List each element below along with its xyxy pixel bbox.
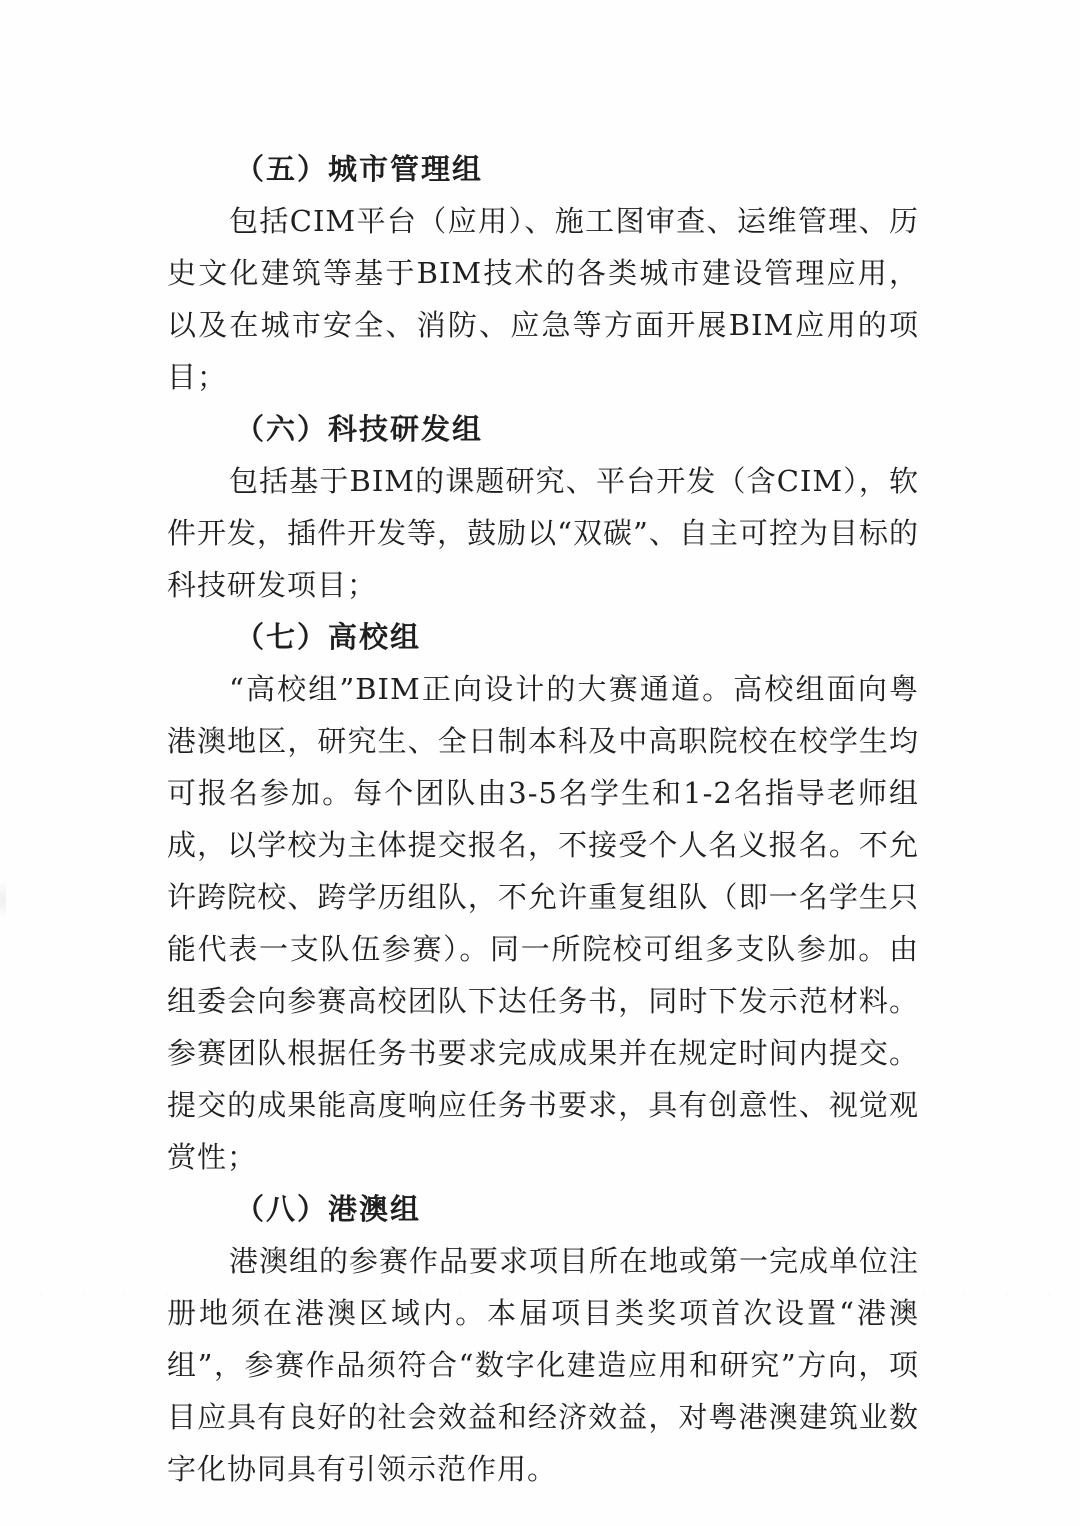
section-heading-hk-macao: （八）港澳组: [235, 1192, 422, 1226]
section-paragraph-hk-macao: 港澳组的参赛作品要求项目所在地或第一完成单位注册地须在港澳区域内。本届项目类奖项首次设置“港澳组”，参赛作品须符合“数字化建造应用和研究”方向，项目应具有良好的社会效益和经济效益，对粤港澳建筑业数字化协同具有引领示范作用。: [167, 1244, 920, 1486]
section-paragraph-tech-rd: 包括基于BIM的课题研究、平台开发（含CIM），软件开发，插件开发等，鼓励以“双碳”、自主可控为目标的科技研发项目；: [167, 464, 919, 602]
section-paragraph-university: “高校组”BIM正向设计的大赛通道。高校组面向粤港澳地区，研究生、全日制本科及中高职院校在校学生均可报名参加。每个团队由3-5名学生和1-2名指导老师组成，以学校为主体提交报名，不接受个人名义报名。不允许跨院校、跨学历组队，不允许重复组队（即一名学生只能代表一支队伍参赛）。同一所院校可组多支队参加。由组委会向参赛高校团队下达任务书，同时下发示范材料。参赛团队根据任务书要求完成成果并在规定时间内提交。提交的成果能高度响应任务书要求，具有创意性、视觉观赏性；: [167, 672, 919, 1174]
section-heading-university: （七）高校组: [235, 620, 422, 654]
section-heading-tech-rd: （六）科技研发组: [235, 412, 484, 446]
scan-edge-mark: [0, 880, 6, 920]
section-heading-city-management: （五）城市管理组: [235, 152, 484, 186]
section-paragraph-city-management: 包括CIM平台（应用）、施工图审查、运维管理、历史文化建筑等基于BIM技术的各类城市建设管理应用，以及在城市安全、消防、应急等方面开展BIM应用的项目；: [167, 204, 919, 394]
document-body: [167, 143, 919, 1495]
